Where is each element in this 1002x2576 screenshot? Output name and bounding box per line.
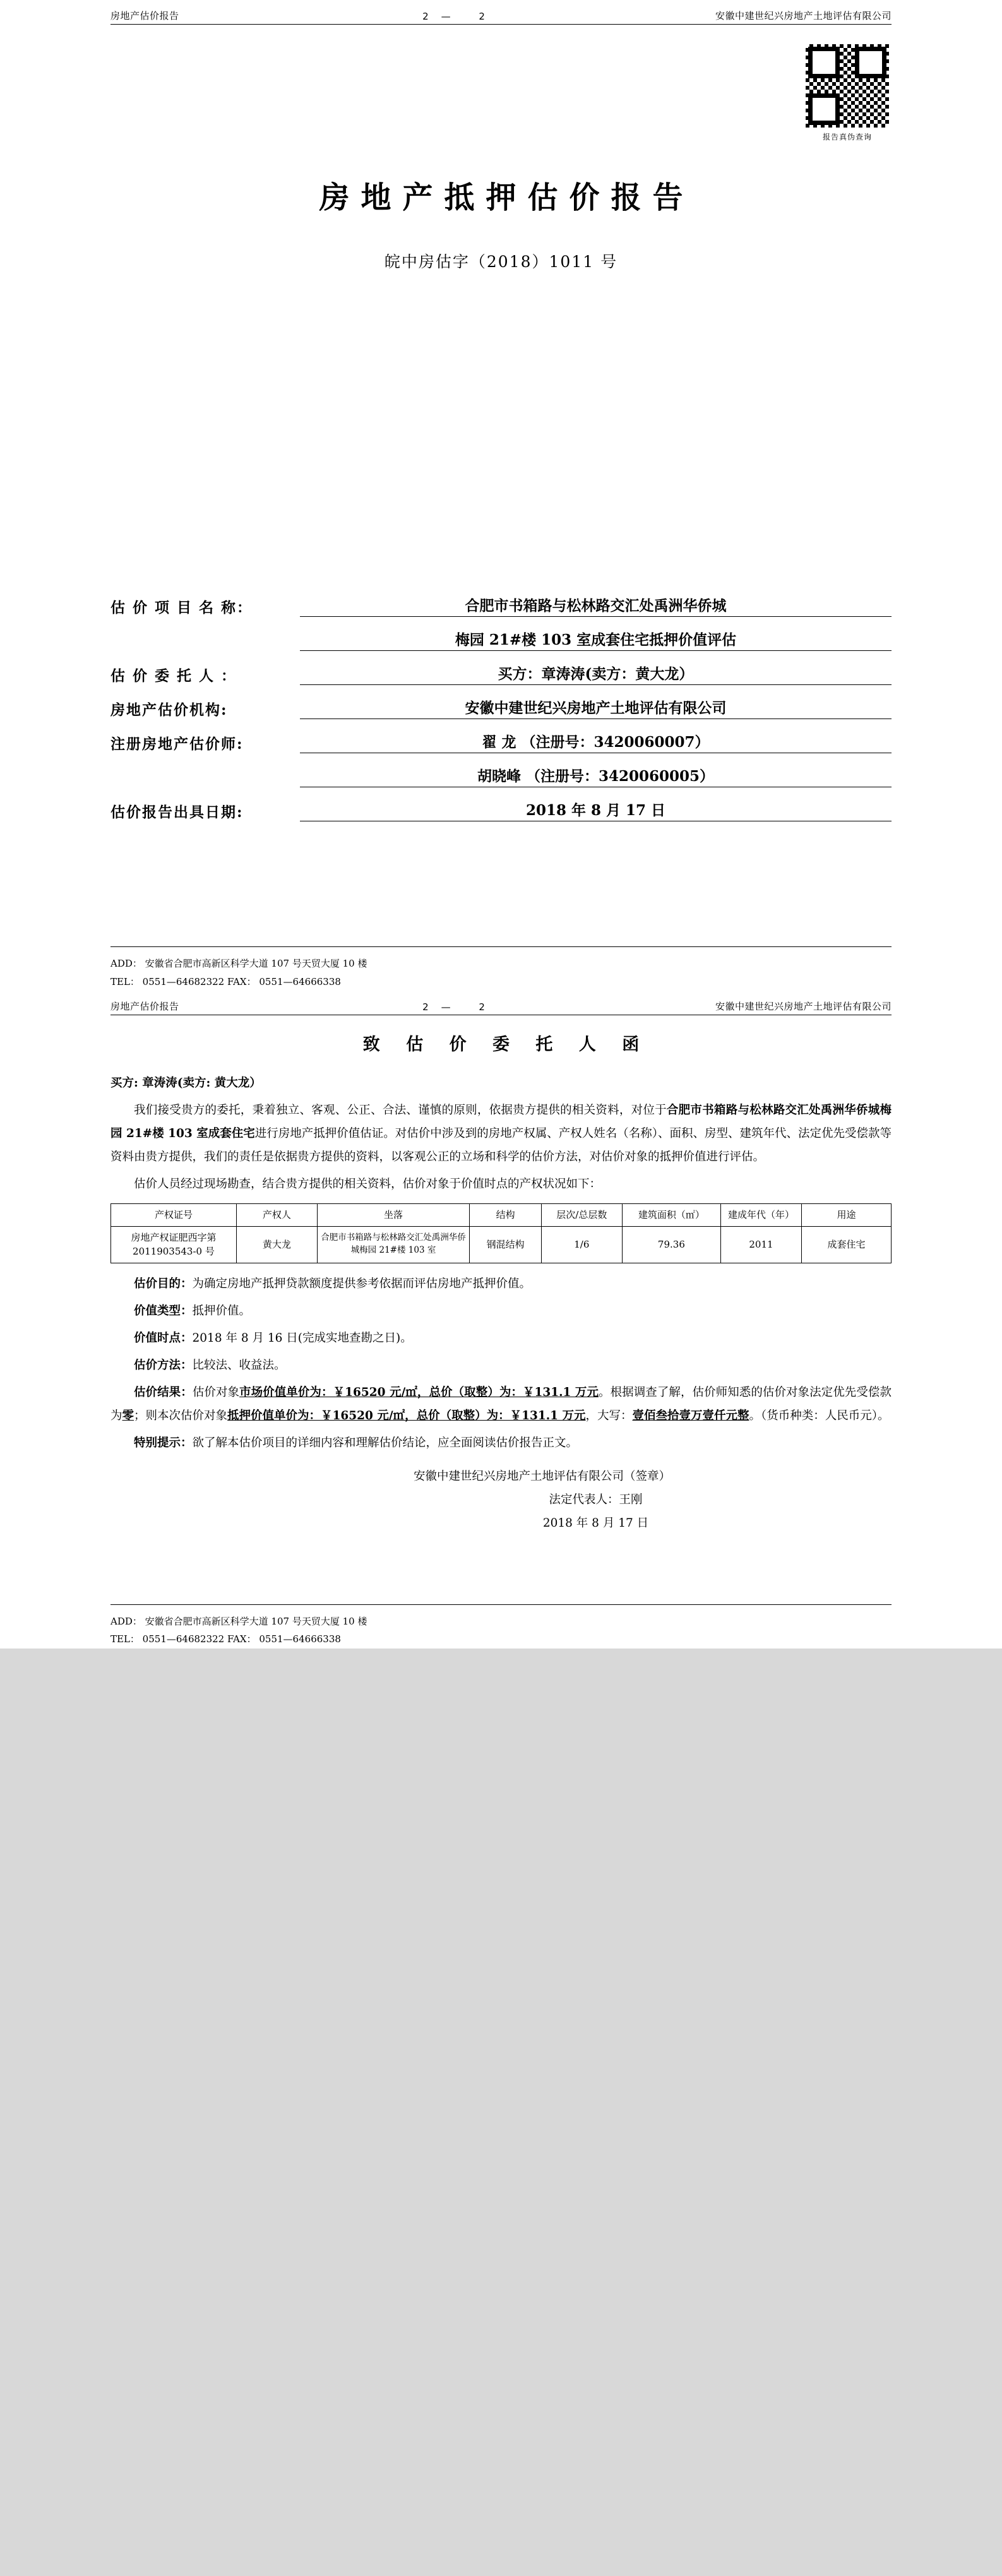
footer-address-2: ADD： 安徽省合肥市高新区科学大道 107 号天贸大厦 10 楼 — [110, 1615, 367, 1627]
result-amount-in-words: 壹佰叁拾壹万壹仟元整 — [632, 1409, 749, 1422]
letter-item-purpose — [110, 1272, 892, 1296]
signature-date: 2018 年 8 月 17 日 — [542, 1516, 649, 1530]
document-page-cover — [0, 0, 1002, 991]
letter-property-address: 合肥市书箱路与松林路交汇处禹洲华侨城梅园 21#楼 103 室成套住宅 — [110, 1104, 892, 1140]
result-mortgage-value: 抵押价值单价为：￥16520 元/㎡，总价（取整）为：￥131.1 万元 — [227, 1409, 586, 1422]
field-appraiser-1-value: 翟 龙 （注册号：3420060007） — [300, 730, 892, 753]
table-header-row — [111, 1204, 892, 1227]
cell-structure: 钢混结构 — [470, 1226, 542, 1263]
qr-verification-block[interactable] — [803, 44, 892, 142]
header-left-text: 房地产估价报告 — [110, 10, 179, 21]
letter-addressee: 买方: 章涛涛(卖方: 黄大龙） — [110, 1076, 261, 1090]
cell-location: 合肥市书箱路与松林路交汇处禹洲华侨城梅园 21#楼 103 室 — [317, 1226, 470, 1263]
label-value-type: 价值类型： — [134, 1304, 193, 1318]
field-client — [110, 662, 892, 685]
col-owner: 产权人 — [236, 1204, 317, 1227]
field-project-name — [110, 594, 892, 617]
col-structure: 结构 — [470, 1204, 542, 1227]
result-part-c: 。根据调查了解，估价师知悉的估价对象法定优先受偿款为 — [110, 1385, 892, 1422]
text-value-type: 抵押价值。 — [192, 1304, 251, 1318]
qr-code-icon[interactable] — [806, 44, 889, 128]
letter-item-result — [110, 1381, 892, 1428]
text-purpose: 为确定房地产抵押贷款额度提供参考依据而评估房地产抵押价值。 — [192, 1277, 532, 1291]
running-header-2 — [110, 991, 892, 1015]
signature-legal-representative: 法定代表人：王刚 — [549, 1493, 643, 1506]
field-appraiser-1 — [110, 730, 892, 753]
letter-paragraph-2: 估价人员经过现场勘查，结合贵方提供的相关资料，估价对象于价值时点的产权状况如下： — [134, 1178, 602, 1191]
cell-certificate-no: 房地产权证肥西字第2011903543-0 号 — [111, 1226, 237, 1263]
field-client-value: 买方：章涛涛(卖方：黄大龙） — [300, 662, 892, 685]
field-appraisal-agency-value: 安徽中建世纪兴房地产土地评估有限公司 — [300, 696, 892, 719]
running-header — [110, 0, 892, 25]
field-appraisal-agency — [110, 696, 892, 719]
field-project-name-value2: 梅园 21#楼 103 室成套住宅抵押价值评估 — [300, 628, 892, 651]
letter-item-value-type — [110, 1299, 892, 1323]
footer-fax: FAX： 0551—64666338 — [227, 975, 341, 987]
result-part-e: ；则本次估价对象 — [134, 1409, 228, 1422]
signature-block — [110, 1465, 892, 1535]
field-issue-date-value: 2018 年 8 月 17 日 — [300, 799, 892, 821]
field-project-name-value: 合肥市书箱路与松林路交汇处禹洲华侨城 — [300, 594, 892, 617]
col-floor: 层次/总层数 — [541, 1204, 622, 1227]
result-part-a: 估价对象 — [192, 1385, 240, 1399]
field-appraisal-agency-label: 房地产估价机构: — [110, 701, 228, 719]
field-appraiser-label: 注册房地产估价师: — [110, 736, 244, 753]
field-project-name-label: 估 价 项 目 名 称： — [110, 599, 253, 616]
cell-floor: 1/6 — [541, 1226, 622, 1263]
result-priority-claim: 零 — [122, 1409, 134, 1422]
field-issue-date — [110, 799, 892, 821]
field-client-label: 估 价 委 托 人 ： — [110, 667, 237, 684]
table-row — [111, 1226, 892, 1263]
col-year: 建成年代（年） — [721, 1204, 802, 1227]
cell-owner: 黄大龙 — [236, 1226, 317, 1263]
col-certificate-no: 产权证号 — [111, 1204, 237, 1227]
label-value-date: 价值时点： — [134, 1331, 193, 1345]
result-market-value: 市场价值单价为：￥16520 元/㎡，总价（取整）为：￥131.1 万元 — [239, 1385, 599, 1399]
field-appraiser-2-value: 胡晓峰 （注册号：3420060005） — [300, 765, 892, 787]
letter-item-value-date — [110, 1327, 892, 1350]
page-title: 房地产抵押估价报告 — [319, 180, 695, 215]
text-method: 比较法、收益法。 — [192, 1358, 286, 1372]
cover-sheet — [0, 0, 1002, 991]
header-left-text-2: 房地产估价报告 — [110, 1001, 179, 1012]
col-usage: 用途 — [801, 1204, 891, 1227]
col-area: 建筑面积（㎡） — [622, 1204, 720, 1227]
header-company-name-2: 安徽中建世纪兴房地产土地评估有限公司 — [715, 1001, 892, 1012]
col-location: 坐落 — [317, 1204, 470, 1227]
header-page-number: 2— 2 — [422, 11, 498, 22]
letter-item-method — [110, 1354, 892, 1377]
cell-area: 79.36 — [622, 1226, 720, 1263]
letter-para1-part-c: 进行房地产抵押价值估证。对估价中涉及到的房地产权属、产权人姓名（名称）、面积、房型、建筑年代、法定优先受偿款等资料由贵方提供，我们的责任是依据贵方提供的资料，以客观公正的立场和科学的估价方法，对估价对象的抵押价值进行评估。 — [110, 1127, 892, 1164]
letter-para1-part-a: 我们接受贵方的委托，秉着独立、客观、公正、合法、谨慎的原则，依据贵方提供的相关资料，对位于 — [134, 1104, 667, 1117]
label-purpose: 估价目的： — [134, 1277, 193, 1291]
cell-year: 2011 — [721, 1226, 802, 1263]
document-number: 皖中房估字（2018）1011 号 — [384, 253, 618, 271]
letter-footer — [110, 1604, 892, 1649]
footer-address: ADD： 安徽省合肥市高新区科学大道 107 号天贸大厦 10 楼 — [110, 958, 367, 969]
result-part-g: ，大写： — [585, 1409, 633, 1422]
signature-company: 安徽中建世纪兴房地产土地评估有限公司（签章） — [413, 1469, 671, 1483]
footer-fax-2: FAX： 0551—64666338 — [227, 1633, 341, 1645]
cover-footer — [110, 946, 892, 991]
text-value-date: 2018 年 8 月 16 日(完成实地查勘之日)。 — [192, 1331, 412, 1345]
header-page-number-2: 2— 2 — [422, 1001, 498, 1013]
letter-paragraph-1 — [110, 1099, 892, 1169]
field-issue-date-label: 估价报告出具日期: — [110, 804, 244, 821]
letter-sheet — [0, 991, 1002, 1649]
header-company-name: 安徽中建世纪兴房地产土地评估有限公司 — [715, 10, 892, 21]
field-appraiser-2 — [110, 765, 892, 787]
cover-field-list — [110, 594, 892, 821]
letter-title: 致 估 价 委 托 人 函 — [362, 1035, 650, 1054]
field-project-name-line2 — [110, 628, 892, 651]
text-notice: 欲了解本估价项目的详细内容和理解估价结论，应全面阅读估价报告正文。 — [192, 1436, 578, 1450]
property-info-table — [110, 1203, 892, 1263]
document-page-letter — [0, 991, 1002, 1649]
letter-item-notice — [110, 1431, 892, 1455]
qr-caption: 报告真伪查询 — [822, 133, 872, 141]
label-method: 估价方法： — [134, 1358, 193, 1372]
cell-usage: 成套住宅 — [801, 1226, 891, 1263]
label-notice: 特别提示： — [134, 1436, 193, 1450]
footer-tel-2: TEL： 0551—64682322 — [110, 1633, 225, 1645]
result-part-i: 。（货币种类：人民币元）。 — [749, 1409, 890, 1422]
letter-body — [110, 1071, 892, 1455]
label-result: 估价结果： — [134, 1385, 193, 1399]
footer-tel: TEL： 0551—64682322 — [110, 975, 225, 987]
